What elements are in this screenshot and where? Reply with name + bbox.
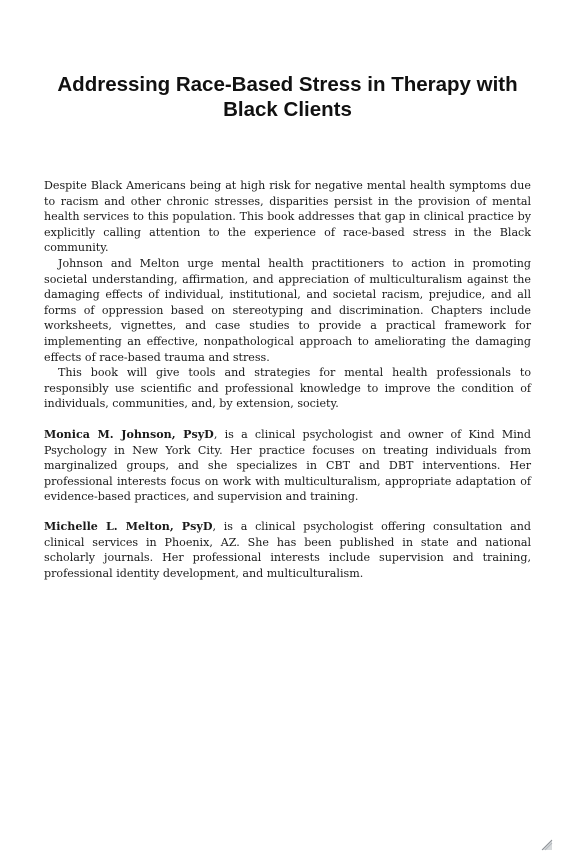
author-bio-paragraph (44, 519, 531, 581)
page-curl-icon (540, 838, 554, 852)
author-bio-johnson (44, 427, 531, 505)
description-paragraph: Johnson and Melton urge mental health practitioners to action in promoting societal understanding, affirmation, and appreciation of multiculturalism against the damaging effects of individual, institutional, and societal racism, prejudice, and all forms of oppression based on stereotyping and discrimination. Chapters include worksheets, vignettes, and case studies to provide a practical framework for implementing an effective, nonpathological approach to ameliorating the damaging effects of race-based trauma and stress. (44, 256, 531, 364)
description-paragraph: This book will give tools and strategies for mental health professionals to responsibly use scientific and professional knowledge to improve the condition of individuals, communities, and, by extension, society. (44, 366, 531, 411)
author-name: Michelle L. Melton, PsyD (44, 520, 213, 533)
book-title: Addressing Race-Based Stress in Therapy with Black Clients (57, 73, 518, 121)
author-bio-text: , is a clinical psychologist offering consultation and clinical services in Phoenix, AZ. She has been published in state and national scholarly journals. Her professional interests include supervision and training, professional identity development, and multiculturalism. (44, 520, 531, 580)
author-bio-paragraph (44, 427, 531, 505)
author-name: Monica M. Johnson, PsyD (44, 428, 214, 441)
description-paragraph: Despite Black Americans being at high risk for negative mental health symptoms due to racism and other chronic stresses, disparities persist in the provision of mental health services to this population. This book addresses that gap in clinical practice by explicitly calling attention to the experience of race-based stress in the Black community. (44, 179, 531, 255)
book-description (44, 178, 531, 412)
author-bio-melton (44, 519, 531, 581)
author-bio-text: , is a clinical psychologist and owner of Kind Mind Psychology in New York City. Her practice focuses on treating individuals from marginalized groups, and she specializes in CBT and DBT interventions. Her professional interests focus on work with multiculturalism, appropriate adaptation of evidence-based practices, and supervision and training. (44, 428, 531, 504)
